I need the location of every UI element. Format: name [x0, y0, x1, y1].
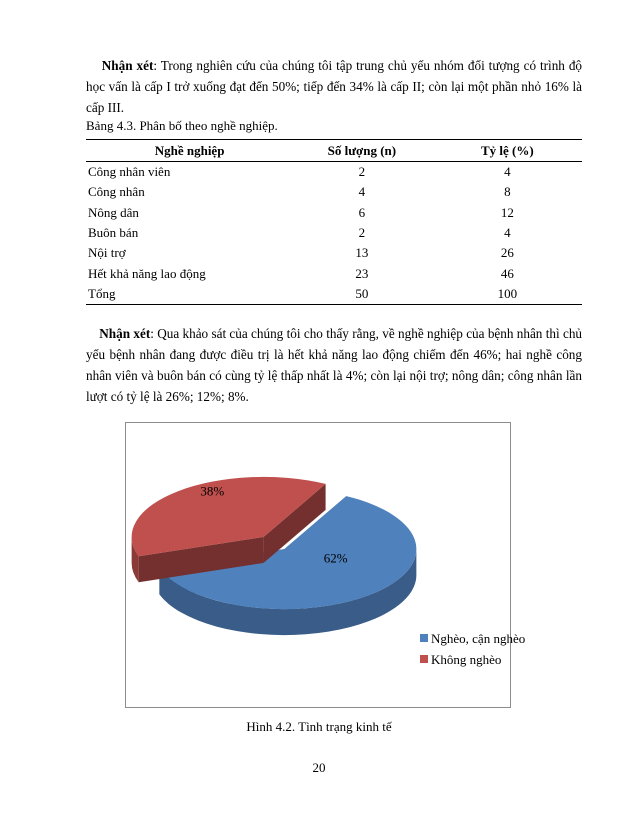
cell-count: 50	[291, 284, 432, 305]
page-number: 20	[312, 760, 326, 775]
cell-occupation: Buôn bán	[88, 225, 139, 241]
table-row-total	[86, 284, 582, 305]
cell-count: 4	[358, 184, 366, 200]
data-label: 38%	[200, 483, 225, 499]
cell-count: 2	[358, 164, 366, 180]
header-count: Số lượng (n)	[291, 140, 432, 162]
cell-occupation: Tổng	[86, 284, 291, 305]
comment-label: Nhận xét	[99, 326, 151, 341]
cell-percent: 12	[500, 204, 514, 220]
comment-text: : Qua khảo sát của chúng tôi cho thấy rằng, về nghề nghiệp của bệnh nhân thì chủ yếu bệnh nhân đang được điều trị là hết khả năng lao động chiếm đến 46%; hai nghề công nhân viên và buôn bán có cùng tỷ lệ thấp nhất là 4%; còn lại nội trợ; nông dân; công nhân lần lượt có tỷ lệ là 26%; 12%; 8%.	[86, 326, 583, 404]
table-header-row	[86, 140, 582, 162]
comment-text: : Trong nghiên cứu của chúng tôi tập trung chủ yếu nhóm đối tượng có trình độ học vấn là cấp I trở xuống đạt đến 50%; tiếp đến 34% là cấp II; còn lại một phần nhỏ 16% là cấp III.	[86, 58, 583, 115]
legend-swatch	[420, 634, 428, 642]
pie-chart-svg	[126, 423, 526, 707]
legend-swatch	[420, 655, 428, 663]
table-row	[86, 263, 582, 283]
cell-occupation: Công nhân	[88, 184, 145, 200]
paragraph-comment-education	[86, 55, 582, 118]
cell-occupation: Nông dân	[88, 204, 139, 220]
table-row	[86, 162, 582, 183]
legend-entry: Nghèo, cận nghèo	[431, 631, 526, 646]
table-row	[86, 243, 582, 263]
cell-percent: 100	[433, 284, 582, 305]
cell-percent: 46	[500, 265, 514, 281]
occupation-table	[86, 139, 582, 305]
comment-label: Nhận xét	[101, 58, 154, 73]
data-label: 62%	[323, 550, 348, 566]
cell-count: 6	[358, 204, 366, 220]
header-percent: Tỷ lệ (%)	[433, 140, 582, 162]
cell-percent: 26	[500, 245, 514, 261]
cell-count: 2	[358, 225, 366, 241]
economic-status-chart	[125, 422, 526, 708]
table-row	[86, 223, 582, 243]
cell-count: 13	[355, 245, 369, 261]
cell-percent: 8	[504, 184, 511, 200]
header-occupation: Nghề nghiệp	[86, 140, 291, 162]
legend-entry: Không nghèo	[431, 652, 502, 667]
table-row	[86, 182, 582, 202]
paragraph-comment-occupation	[86, 323, 582, 407]
cell-occupation: Nội trợ	[88, 245, 126, 261]
cell-occupation: Công nhân viên	[88, 164, 171, 180]
cell-percent: 4	[504, 164, 511, 180]
table-row	[86, 203, 582, 223]
table-caption: Bảng 4.3. Phân bố theo nghề nghiệp.	[86, 118, 278, 133]
cell-occupation: Hết khả năng lao động	[88, 265, 206, 281]
cell-count: 23	[355, 265, 369, 281]
cell-percent: 4	[504, 225, 511, 241]
figure-caption: Hình 4.2. Tình trạng kinh tế	[246, 719, 392, 734]
